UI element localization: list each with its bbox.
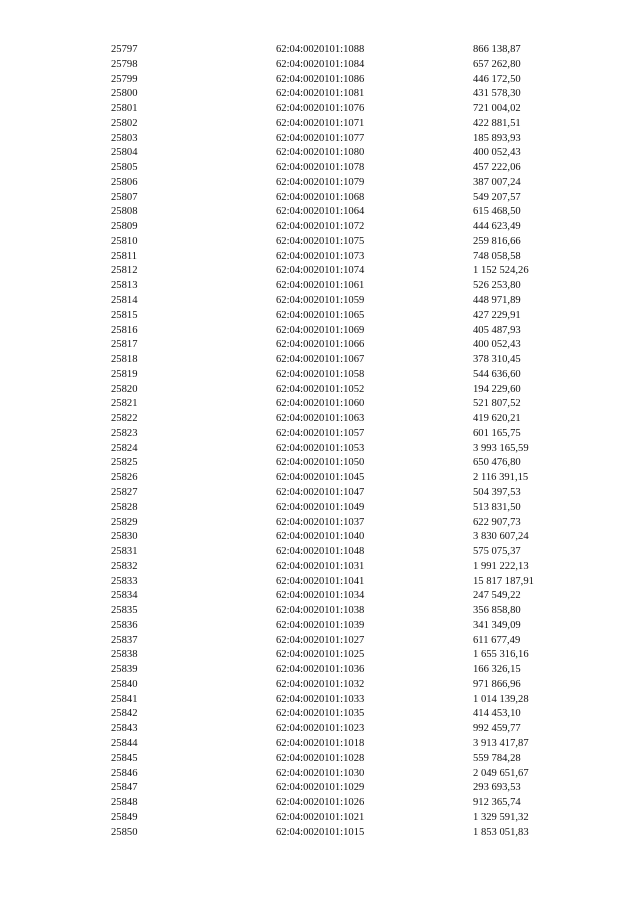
table-row bbox=[0, 530, 640, 545]
cadastral-value: 912 365,74 bbox=[473, 797, 521, 809]
cadastral-number: 62:04:0020101:1052 bbox=[276, 383, 365, 395]
cadastral-number: 62:04:0020101:1025 bbox=[276, 649, 365, 661]
cadastral-number: 62:04:0020101:1057 bbox=[276, 427, 365, 439]
table-row bbox=[0, 161, 640, 176]
row-number: 25818 bbox=[111, 354, 138, 366]
row-number: 25817 bbox=[111, 339, 138, 351]
table-row bbox=[0, 43, 640, 58]
row-number: 25833 bbox=[111, 575, 138, 587]
table-row bbox=[0, 442, 640, 457]
cadastral-number: 62:04:0020101:1068 bbox=[276, 191, 365, 203]
cadastral-number: 62:04:0020101:1030 bbox=[276, 767, 365, 779]
table-row bbox=[0, 486, 640, 501]
cadastral-number: 62:04:0020101:1077 bbox=[276, 132, 365, 144]
row-number: 25843 bbox=[111, 723, 138, 735]
cadastral-value: 521 807,52 bbox=[473, 398, 521, 410]
cadastral-value: 622 907,73 bbox=[473, 516, 521, 528]
row-number: 25846 bbox=[111, 767, 138, 779]
cadastral-number: 62:04:0020101:1050 bbox=[276, 457, 365, 469]
cadastral-value: 3 913 417,87 bbox=[473, 737, 529, 749]
cadastral-value: 400 052,43 bbox=[473, 147, 521, 159]
row-number: 25823 bbox=[111, 427, 138, 439]
table-row bbox=[0, 767, 640, 782]
cadastral-number: 62:04:0020101:1088 bbox=[276, 44, 365, 55]
cadastral-value: 387 007,24 bbox=[473, 176, 521, 188]
table-row bbox=[0, 427, 640, 442]
table-row bbox=[0, 471, 640, 486]
table-row bbox=[0, 604, 640, 619]
row-number: 25836 bbox=[111, 619, 138, 631]
cadastral-value: 650 476,80 bbox=[473, 457, 521, 469]
table-row bbox=[0, 73, 640, 88]
cadastral-number: 62:04:0020101:1080 bbox=[276, 147, 365, 159]
cadastral-value: 414 453,10 bbox=[473, 708, 521, 720]
table-row bbox=[0, 678, 640, 693]
row-number: 25828 bbox=[111, 501, 138, 513]
cadastral-number: 62:04:0020101:1049 bbox=[276, 501, 365, 513]
table-row bbox=[0, 353, 640, 368]
cadastral-number: 62:04:0020101:1066 bbox=[276, 339, 365, 351]
cadastral-number: 62:04:0020101:1086 bbox=[276, 73, 365, 85]
cadastral-value: 259 816,66 bbox=[473, 235, 521, 247]
cadastral-number: 62:04:0020101:1064 bbox=[276, 206, 365, 218]
cadastral-value: 971 866,96 bbox=[473, 678, 521, 690]
cadastral-number: 62:04:0020101:1084 bbox=[276, 58, 365, 70]
table-row bbox=[0, 132, 640, 147]
table-row bbox=[0, 338, 640, 353]
cadastral-number: 62:04:0020101:1040 bbox=[276, 531, 365, 543]
cadastral-value: 419 620,21 bbox=[473, 413, 521, 425]
row-number: 25848 bbox=[111, 797, 138, 809]
row-number: 25808 bbox=[111, 206, 138, 218]
cadastral-value: 513 831,50 bbox=[473, 501, 521, 513]
row-number: 25804 bbox=[111, 147, 138, 159]
table-row bbox=[0, 176, 640, 191]
table-row bbox=[0, 811, 640, 826]
row-number: 25822 bbox=[111, 413, 138, 425]
cadastral-number: 62:04:0020101:1067 bbox=[276, 354, 365, 366]
cadastral-value: 400 052,43 bbox=[473, 339, 521, 351]
cadastral-number: 62:04:0020101:1079 bbox=[276, 176, 365, 188]
cadastral-value: 444 623,49 bbox=[473, 221, 521, 233]
cadastral-number: 62:04:0020101:1035 bbox=[276, 708, 365, 720]
table-row bbox=[0, 117, 640, 132]
cadastral-value: 185 893,93 bbox=[473, 132, 521, 144]
row-number: 25847 bbox=[111, 782, 138, 794]
cadastral-value: 427 229,91 bbox=[473, 309, 521, 321]
cadastral-value: 549 207,57 bbox=[473, 191, 521, 203]
row-number: 25809 bbox=[111, 221, 138, 233]
table-row bbox=[0, 781, 640, 796]
row-number: 25827 bbox=[111, 486, 138, 498]
cadastral-value: 247 549,22 bbox=[473, 590, 521, 602]
table-row bbox=[0, 102, 640, 117]
table-row bbox=[0, 279, 640, 294]
table-row bbox=[0, 87, 640, 102]
row-number: 25831 bbox=[111, 546, 138, 558]
row-number: 25814 bbox=[111, 295, 138, 307]
cadastral-value: 1 014 139,28 bbox=[473, 693, 529, 705]
cadastral-number: 62:04:0020101:1045 bbox=[276, 472, 365, 484]
cadastral-value-table bbox=[0, 43, 640, 840]
row-number: 25845 bbox=[111, 752, 138, 764]
table-row bbox=[0, 146, 640, 161]
table-row bbox=[0, 722, 640, 737]
table-row bbox=[0, 648, 640, 663]
cadastral-value: 721 004,02 bbox=[473, 103, 521, 115]
table-row bbox=[0, 58, 640, 73]
cadastral-value: 615 468,50 bbox=[473, 206, 521, 218]
cadastral-value: 15 817 187,91 bbox=[473, 575, 534, 587]
cadastral-number: 62:04:0020101:1081 bbox=[276, 88, 365, 100]
cadastral-number: 62:04:0020101:1061 bbox=[276, 280, 365, 292]
table-row bbox=[0, 264, 640, 279]
cadastral-value: 992 459,77 bbox=[473, 723, 521, 735]
table-row bbox=[0, 383, 640, 398]
row-number: 25807 bbox=[111, 191, 138, 203]
table-row bbox=[0, 205, 640, 220]
cadastral-number: 62:04:0020101:1063 bbox=[276, 413, 365, 425]
cadastral-number: 62:04:0020101:1078 bbox=[276, 162, 365, 174]
row-number: 25830 bbox=[111, 531, 138, 543]
table-row bbox=[0, 707, 640, 722]
cadastral-number: 62:04:0020101:1071 bbox=[276, 117, 365, 129]
cadastral-number: 62:04:0020101:1026 bbox=[276, 797, 365, 809]
row-number: 25797 bbox=[111, 44, 138, 55]
row-number: 25838 bbox=[111, 649, 138, 661]
row-number: 25811 bbox=[111, 250, 138, 262]
row-number: 25835 bbox=[111, 605, 138, 617]
cadastral-value: 378 310,45 bbox=[473, 354, 521, 366]
cadastral-value: 194 229,60 bbox=[473, 383, 521, 395]
table-row bbox=[0, 693, 640, 708]
cadastral-number: 62:04:0020101:1048 bbox=[276, 546, 365, 558]
row-number: 25842 bbox=[111, 708, 138, 720]
table-row bbox=[0, 575, 640, 590]
row-number: 25825 bbox=[111, 457, 138, 469]
cadastral-value: 341 349,09 bbox=[473, 619, 521, 631]
cadastral-number: 62:04:0020101:1047 bbox=[276, 486, 365, 498]
row-number: 25806 bbox=[111, 176, 138, 188]
row-number: 25826 bbox=[111, 472, 138, 484]
cadastral-value: 575 075,37 bbox=[473, 546, 521, 558]
table-row bbox=[0, 516, 640, 531]
cadastral-value: 2 116 391,15 bbox=[473, 472, 529, 484]
row-number: 25829 bbox=[111, 516, 138, 528]
table-row bbox=[0, 826, 640, 841]
row-number: 25799 bbox=[111, 73, 138, 85]
table-row bbox=[0, 560, 640, 575]
cadastral-number: 62:04:0020101:1074 bbox=[276, 265, 365, 277]
cadastral-value: 504 397,53 bbox=[473, 486, 521, 498]
cadastral-value: 448 971,89 bbox=[473, 295, 521, 307]
cadastral-number: 62:04:0020101:1029 bbox=[276, 782, 365, 794]
row-number: 25837 bbox=[111, 634, 138, 646]
table-row bbox=[0, 191, 640, 206]
cadastral-value: 1 152 524,26 bbox=[473, 265, 529, 277]
cadastral-value: 1 329 591,32 bbox=[473, 811, 529, 823]
cadastral-number: 62:04:0020101:1034 bbox=[276, 590, 365, 602]
cadastral-number: 62:04:0020101:1060 bbox=[276, 398, 365, 410]
row-number: 25800 bbox=[111, 88, 138, 100]
cadastral-number: 62:04:0020101:1033 bbox=[276, 693, 365, 705]
table-row bbox=[0, 589, 640, 604]
cadastral-value: 2 049 651,67 bbox=[473, 767, 529, 779]
cadastral-value: 657 262,80 bbox=[473, 58, 521, 70]
table-row bbox=[0, 501, 640, 516]
row-number: 25839 bbox=[111, 664, 138, 676]
row-number: 25841 bbox=[111, 693, 138, 705]
cadastral-value: 431 578,30 bbox=[473, 88, 521, 100]
row-number: 25820 bbox=[111, 383, 138, 395]
row-number: 25798 bbox=[111, 58, 138, 70]
cadastral-value: 1 991 222,13 bbox=[473, 560, 529, 572]
cadastral-number: 62:04:0020101:1053 bbox=[276, 442, 365, 454]
cadastral-number: 62:04:0020101:1036 bbox=[276, 664, 365, 676]
cadastral-value: 405 487,93 bbox=[473, 324, 521, 336]
cadastral-value: 457 222,06 bbox=[473, 162, 521, 174]
row-number: 25802 bbox=[111, 117, 138, 129]
table-row bbox=[0, 752, 640, 767]
row-number: 25812 bbox=[111, 265, 138, 277]
table-row bbox=[0, 545, 640, 560]
cadastral-number: 62:04:0020101:1039 bbox=[276, 619, 365, 631]
row-number: 25803 bbox=[111, 132, 138, 144]
table-row bbox=[0, 619, 640, 634]
table-row bbox=[0, 634, 640, 649]
row-number: 25815 bbox=[111, 309, 138, 321]
row-number: 25813 bbox=[111, 280, 138, 292]
cadastral-number: 62:04:0020101:1018 bbox=[276, 737, 365, 749]
cadastral-number: 62:04:0020101:1038 bbox=[276, 605, 365, 617]
row-number: 25816 bbox=[111, 324, 138, 336]
table-row bbox=[0, 309, 640, 324]
cadastral-number: 62:04:0020101:1021 bbox=[276, 811, 365, 823]
row-number: 25810 bbox=[111, 235, 138, 247]
table-row bbox=[0, 796, 640, 811]
cadastral-number: 62:04:0020101:1041 bbox=[276, 575, 365, 587]
cadastral-number: 62:04:0020101:1015 bbox=[276, 826, 365, 838]
table-row bbox=[0, 235, 640, 250]
row-number: 25849 bbox=[111, 811, 138, 823]
row-number: 25844 bbox=[111, 737, 138, 749]
cadastral-value: 3 830 607,24 bbox=[473, 531, 529, 543]
cadastral-value: 601 165,75 bbox=[473, 427, 521, 439]
table-row bbox=[0, 737, 640, 752]
cadastral-number: 62:04:0020101:1027 bbox=[276, 634, 365, 646]
row-number: 25850 bbox=[111, 826, 138, 838]
cadastral-value: 544 636,60 bbox=[473, 368, 521, 380]
cadastral-number: 62:04:0020101:1059 bbox=[276, 295, 365, 307]
table-row bbox=[0, 220, 640, 235]
row-number: 25819 bbox=[111, 368, 138, 380]
row-number: 25832 bbox=[111, 560, 138, 572]
cadastral-value: 748 058,58 bbox=[473, 250, 521, 262]
cadastral-number: 62:04:0020101:1065 bbox=[276, 309, 365, 321]
table-row bbox=[0, 663, 640, 678]
table-row bbox=[0, 456, 640, 471]
cadastral-value: 422 881,51 bbox=[473, 117, 521, 129]
cadastral-value: 3 993 165,59 bbox=[473, 442, 529, 454]
cadastral-value: 526 253,80 bbox=[473, 280, 521, 292]
row-number: 25821 bbox=[111, 398, 138, 410]
row-number: 25840 bbox=[111, 678, 138, 690]
cadastral-number: 62:04:0020101:1069 bbox=[276, 324, 365, 336]
cadastral-number: 62:04:0020101:1072 bbox=[276, 221, 365, 233]
table-row bbox=[0, 324, 640, 339]
cadastral-value: 293 693,53 bbox=[473, 782, 521, 794]
cadastral-value: 1 853 051,83 bbox=[473, 826, 529, 838]
cadastral-value: 166 326,15 bbox=[473, 664, 521, 676]
cadastral-value: 356 858,80 bbox=[473, 605, 521, 617]
cadastral-number: 62:04:0020101:1058 bbox=[276, 368, 365, 380]
cadastral-number: 62:04:0020101:1023 bbox=[276, 723, 365, 735]
cadastral-number: 62:04:0020101:1031 bbox=[276, 560, 365, 572]
cadastral-number: 62:04:0020101:1032 bbox=[276, 678, 365, 690]
row-number: 25801 bbox=[111, 103, 138, 115]
cadastral-value: 866 138,87 bbox=[473, 44, 521, 55]
table-row bbox=[0, 412, 640, 427]
cadastral-value: 1 655 316,16 bbox=[473, 649, 529, 661]
table-row bbox=[0, 368, 640, 383]
cadastral-number: 62:04:0020101:1037 bbox=[276, 516, 365, 528]
row-number: 25824 bbox=[111, 442, 138, 454]
cadastral-number: 62:04:0020101:1028 bbox=[276, 752, 365, 764]
cadastral-number: 62:04:0020101:1073 bbox=[276, 250, 365, 262]
cadastral-value: 446 172,50 bbox=[473, 73, 521, 85]
cadastral-number: 62:04:0020101:1075 bbox=[276, 235, 365, 247]
table-row bbox=[0, 397, 640, 412]
table-row bbox=[0, 294, 640, 309]
cadastral-value: 559 784,28 bbox=[473, 752, 521, 764]
row-number: 25805 bbox=[111, 162, 138, 174]
cadastral-value: 611 677,49 bbox=[473, 634, 521, 646]
table-row bbox=[0, 250, 640, 265]
cadastral-number: 62:04:0020101:1076 bbox=[276, 103, 365, 115]
row-number: 25834 bbox=[111, 590, 138, 602]
